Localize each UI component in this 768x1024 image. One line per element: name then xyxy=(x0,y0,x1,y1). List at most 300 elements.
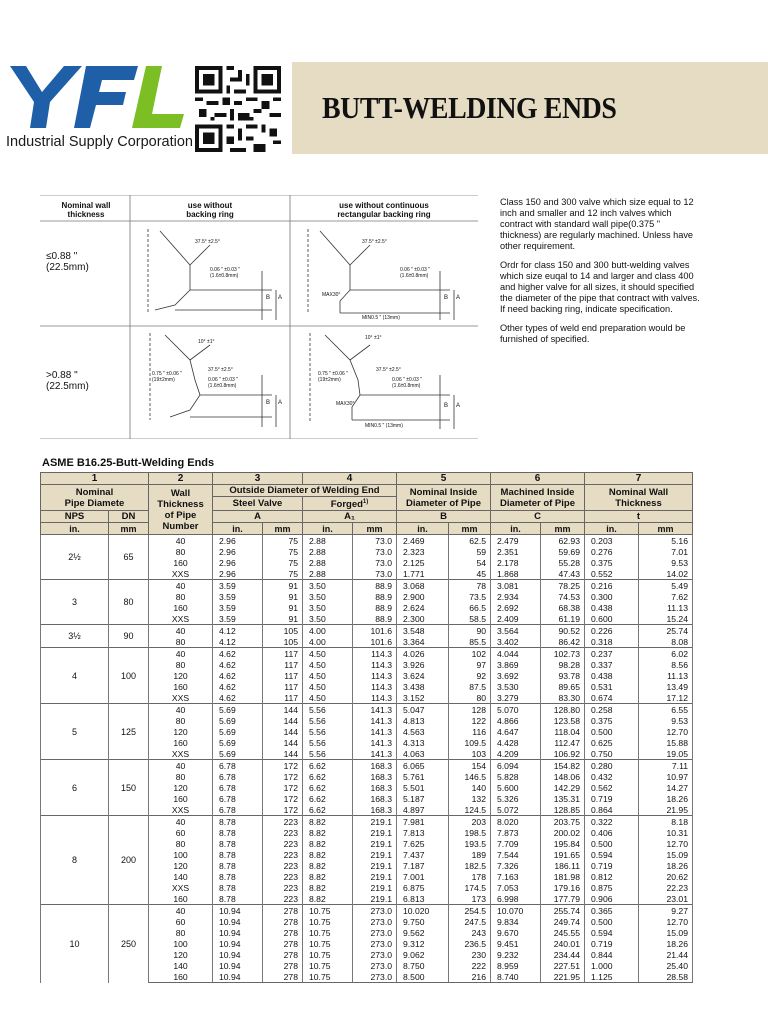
col-index: 6 xyxy=(491,473,585,485)
cell-value: 73.0 xyxy=(353,557,397,568)
table-row xyxy=(41,580,693,592)
cell-nps: 6 xyxy=(41,760,109,816)
cell-value: 10.94 xyxy=(213,938,263,949)
cell-dn: 90 xyxy=(109,625,149,648)
cell-value: 0.864 xyxy=(585,804,639,816)
cell-value: 9.27 xyxy=(639,905,693,917)
cell-value: 10.020 xyxy=(397,905,449,917)
cell-value: 124.5 xyxy=(449,804,491,816)
cell-value: 62.93 xyxy=(541,535,585,547)
cell-value: 0.552 xyxy=(585,568,639,580)
cell-value: 118.04 xyxy=(541,726,585,737)
unit-label: in. xyxy=(303,523,353,535)
cell-value: 219.1 xyxy=(353,827,397,838)
cell-value: 0.203 xyxy=(585,535,639,547)
cell-value: 172 xyxy=(263,782,303,793)
cell-value: 7.01 xyxy=(639,546,693,557)
cell-value: 173 xyxy=(449,893,491,905)
cell-value: 114.3 xyxy=(353,659,397,670)
cell-value: 6.78 xyxy=(213,804,263,816)
cell-value: 88.9 xyxy=(353,613,397,625)
cell-value: 5.187 xyxy=(397,793,449,804)
cell-value: 117 xyxy=(263,692,303,704)
cell-value: 3.50 xyxy=(303,591,353,602)
unit-label: mm xyxy=(109,523,149,535)
cell-value: 2.300 xyxy=(397,613,449,625)
cell-value: 3.530 xyxy=(491,681,541,692)
cell-value: 98.28 xyxy=(541,659,585,670)
cell-value: 15.09 xyxy=(639,849,693,860)
cell-value: 2.178 xyxy=(491,557,541,568)
cell-value: 223 xyxy=(263,816,303,828)
cell-value: 4.813 xyxy=(397,715,449,726)
cell-value: 0.875 xyxy=(585,882,639,893)
cell-value: 0.300 xyxy=(585,591,639,602)
notes xyxy=(500,197,700,353)
cell-value: 7.62 xyxy=(639,591,693,602)
cell-value: 172 xyxy=(263,793,303,804)
cell-value: 6.998 xyxy=(491,893,541,905)
cell-value: 0.906 xyxy=(585,893,639,905)
cell-value: 154 xyxy=(449,760,491,772)
cell-value: 222 xyxy=(449,960,491,971)
row2-min-land: MIN0.5 " (13mm) xyxy=(365,423,403,429)
header-sym-c: C xyxy=(491,511,585,523)
table-row xyxy=(41,760,693,772)
cell-dn: 65 xyxy=(109,535,149,580)
cell-value: 10.75 xyxy=(303,960,353,971)
company-name: Industrial Supply Corporation xyxy=(6,134,193,150)
cell-value: 219.1 xyxy=(353,849,397,860)
cell-value: 181.98 xyxy=(541,871,585,882)
cell-value: 6.78 xyxy=(213,771,263,782)
cell-value: 278 xyxy=(263,938,303,949)
cell-value: 8.82 xyxy=(303,827,353,838)
cell-value: 168.3 xyxy=(353,771,397,782)
cell-schedule: 40 xyxy=(149,905,213,917)
cell-value: 75 xyxy=(263,568,303,580)
cell-schedule: 160 xyxy=(149,737,213,748)
cell-value: 0.812 xyxy=(585,871,639,882)
cell-value: 1.125 xyxy=(585,971,639,983)
cell-value: 141.3 xyxy=(353,715,397,726)
cell-value: 172 xyxy=(263,804,303,816)
cell-value: 2.88 xyxy=(303,557,353,568)
row1-rb-dim-a: A xyxy=(456,295,461,301)
row2-rb-angle-small: 10° ±1° xyxy=(365,335,382,341)
cell-value: 2.351 xyxy=(491,546,541,557)
cell-value: 240.01 xyxy=(541,938,585,949)
cell-dn: 150 xyxy=(109,760,149,816)
cell-value: 3.59 xyxy=(213,613,263,625)
cell-schedule: 40 xyxy=(149,648,213,660)
header-outside-diameter: Outside Diameter of Welding End xyxy=(213,485,397,497)
cell-value: 8.82 xyxy=(303,860,353,871)
cell-value: 247.5 xyxy=(449,916,491,927)
cell-value: 68.38 xyxy=(541,602,585,613)
cell-value: 73.0 xyxy=(353,546,397,557)
cell-value: 9.53 xyxy=(639,715,693,726)
cell-value: 168.3 xyxy=(353,760,397,772)
cell-value: 10.94 xyxy=(213,960,263,971)
header-forged: Forged$^{1)}$ xyxy=(303,497,397,511)
cell-value: 8.78 xyxy=(213,860,263,871)
cell-schedule: 40 xyxy=(149,535,213,547)
cell-value: 91 xyxy=(263,602,303,613)
cell-value: 0.500 xyxy=(585,838,639,849)
cell-value: 128.80 xyxy=(541,704,585,716)
cell-value: 6.02 xyxy=(639,648,693,660)
cell-value: 9.062 xyxy=(397,949,449,960)
cell-value: 8.82 xyxy=(303,816,353,828)
cell-value: 10.75 xyxy=(303,938,353,949)
cell-value: 14.02 xyxy=(639,568,693,580)
cell-value: 5.69 xyxy=(213,737,263,748)
cell-value: 219.1 xyxy=(353,816,397,828)
cell-value: 17.12 xyxy=(639,692,693,704)
cell-schedule: XXS xyxy=(149,692,213,704)
cell-value: 254.5 xyxy=(449,905,491,917)
cell-value: 6.55 xyxy=(639,704,693,716)
cell-value: 58.5 xyxy=(449,613,491,625)
cell-value: 3.926 xyxy=(397,659,449,670)
cell-schedule: 140 xyxy=(149,960,213,971)
unit-label: in. xyxy=(585,523,639,535)
cell-value: 278 xyxy=(263,949,303,960)
cell-value: 6.62 xyxy=(303,771,353,782)
cell-value: 144 xyxy=(263,726,303,737)
cell-value: 103 xyxy=(449,748,491,760)
cell-value: 3.068 xyxy=(397,580,449,592)
cell-value: 8.78 xyxy=(213,838,263,849)
cell-value: 227.51 xyxy=(541,960,585,971)
cell-value: 146.5 xyxy=(449,771,491,782)
cell-nps: 2½ xyxy=(41,535,109,580)
cell-value: 245.55 xyxy=(541,927,585,938)
cell-value: 9.834 xyxy=(491,916,541,927)
cell-value: 0.594 xyxy=(585,927,639,938)
cell-value: 10.97 xyxy=(639,771,693,782)
cell-value: 2.125 xyxy=(397,557,449,568)
cell-value: 88.9 xyxy=(353,602,397,613)
cell-value: 8.82 xyxy=(303,838,353,849)
cell-value: 102.73 xyxy=(541,648,585,660)
cell-schedule: 160 xyxy=(149,557,213,568)
cell-value: 3.438 xyxy=(397,681,449,692)
cell-value: 83.30 xyxy=(541,692,585,704)
cell-value: 219.1 xyxy=(353,860,397,871)
cell-value: 168.3 xyxy=(353,793,397,804)
cell-value: 86.42 xyxy=(541,636,585,648)
cell-value: 2.96 xyxy=(213,546,263,557)
cell-value: 2.900 xyxy=(397,591,449,602)
cell-value: 4.62 xyxy=(213,659,263,670)
cell-value: 116 xyxy=(449,726,491,737)
cell-value: 93.78 xyxy=(541,670,585,681)
cell-value: 7.001 xyxy=(397,871,449,882)
cell-value: 193.5 xyxy=(449,838,491,849)
cell-schedule: 40 xyxy=(149,704,213,716)
cell-value: 4.209 xyxy=(491,748,541,760)
cell-value: 5.761 xyxy=(397,771,449,782)
unit-label: mm xyxy=(353,523,397,535)
cell-value: 7.437 xyxy=(397,849,449,860)
size-label-large: >0.88 " (22.5mm) xyxy=(46,370,89,392)
cell-value: 148.06 xyxy=(541,771,585,782)
cell-value: 0.719 xyxy=(585,938,639,949)
header-steel-valve: Steel Valve xyxy=(213,497,303,511)
header-sym-b: B xyxy=(397,511,491,523)
cell-value: 117 xyxy=(263,659,303,670)
cell-value: 177.79 xyxy=(541,893,585,905)
cell-value: 62.5 xyxy=(449,535,491,547)
cell-value: 5.69 xyxy=(213,715,263,726)
cell-nps: 3½ xyxy=(41,625,109,648)
cell-value: 4.897 xyxy=(397,804,449,816)
row2-angle: 37.5° ±2.5° xyxy=(208,367,233,373)
cell-schedule: 80 xyxy=(149,659,213,670)
cell-dn: 80 xyxy=(109,580,149,625)
cell-value: 19.05 xyxy=(639,748,693,760)
cell-value: 0.844 xyxy=(585,949,639,960)
table-row xyxy=(41,704,693,716)
cell-value: 273.0 xyxy=(353,960,397,971)
cell-value: 191.65 xyxy=(541,849,585,860)
cell-value: 6.78 xyxy=(213,782,263,793)
cell-value: 25.74 xyxy=(639,625,693,637)
cell-value: 54 xyxy=(449,557,491,568)
cell-value: 11.13 xyxy=(639,670,693,681)
unit-label: mm xyxy=(449,523,491,535)
cell-schedule: 60 xyxy=(149,827,213,838)
cell-value: 2.692 xyxy=(491,602,541,613)
cell-value: 0.750 xyxy=(585,748,639,760)
logo-graphic xyxy=(6,62,186,134)
row2-root-face: 0.06 " ±0.03 " (1.6±0.8mm) xyxy=(208,377,238,389)
diagram-header-rect-backing: use without continuous rectangular backing ring xyxy=(337,201,431,219)
cell-value: 20.62 xyxy=(639,871,693,882)
cell-schedule: 160 xyxy=(149,793,213,804)
cell-value: 5.828 xyxy=(491,771,541,782)
cell-value: 6.875 xyxy=(397,882,449,893)
cell-value: 273.0 xyxy=(353,949,397,960)
cell-value: 278 xyxy=(263,971,303,983)
cell-value: 114.3 xyxy=(353,681,397,692)
cell-value: 5.326 xyxy=(491,793,541,804)
cell-value: 5.69 xyxy=(213,704,263,716)
cell-value: 10.94 xyxy=(213,916,263,927)
cell-schedule: 80 xyxy=(149,771,213,782)
cell-value: 3.402 xyxy=(491,636,541,648)
cell-value: 0.500 xyxy=(585,726,639,737)
row1-rb-angle: 37.5° ±2.5° xyxy=(362,239,387,245)
cell-schedule: 160 xyxy=(149,971,213,983)
cell-value: 75 xyxy=(263,546,303,557)
note-paragraph: Other types of weld end preparation would be furnished of specified. xyxy=(500,323,686,344)
cell-value: 198.5 xyxy=(449,827,491,838)
cell-value: 0.531 xyxy=(585,681,639,692)
cell-schedule: 60 xyxy=(149,916,213,927)
cell-value: 5.69 xyxy=(213,748,263,760)
cell-dn: 100 xyxy=(109,648,149,704)
cell-value: 6.094 xyxy=(491,760,541,772)
cell-value: 221.95 xyxy=(541,971,585,983)
cell-value: 4.563 xyxy=(397,726,449,737)
cell-value: 3.59 xyxy=(213,602,263,613)
page-title: BUTT-WELDING ENDS xyxy=(322,90,617,125)
cell-value: 73.0 xyxy=(353,535,397,547)
cell-schedule: 80 xyxy=(149,838,213,849)
row2-dim-a: A xyxy=(278,400,283,406)
cell-value: 0.226 xyxy=(585,625,639,637)
cell-value: 2.96 xyxy=(213,568,263,580)
cell-value: 8.500 xyxy=(397,971,449,983)
cell-value: 154.82 xyxy=(541,760,585,772)
row2-max-angle: MAX30° xyxy=(336,401,355,407)
cell-value: 59 xyxy=(449,546,491,557)
cell-value: 10.94 xyxy=(213,949,263,960)
cell-value: 0.276 xyxy=(585,546,639,557)
unit-label: in. xyxy=(397,523,449,535)
unit-label: in. xyxy=(213,523,263,535)
row2-dim-b: B xyxy=(266,400,271,406)
cell-value: 144 xyxy=(263,704,303,716)
cell-value: 7.544 xyxy=(491,849,541,860)
cell-value: 10.75 xyxy=(303,971,353,983)
cell-value: 66.5 xyxy=(449,602,491,613)
cell-value: 6.065 xyxy=(397,760,449,772)
cell-value: 3.548 xyxy=(397,625,449,637)
unit-label: in. xyxy=(491,523,541,535)
cell-value: 9.53 xyxy=(639,557,693,568)
cell-value: 5.047 xyxy=(397,704,449,716)
cell-value: 249.74 xyxy=(541,916,585,927)
header-nominal-pipe: Nominal Pipe Diamete xyxy=(41,485,149,511)
cell-value: 3.152 xyxy=(397,692,449,704)
cell-value: 91 xyxy=(263,591,303,602)
cell-schedule: 80 xyxy=(149,636,213,648)
cell-value: 5.070 xyxy=(491,704,541,716)
cell-value: 8.82 xyxy=(303,871,353,882)
cell-value: 5.600 xyxy=(491,782,541,793)
table-title: ASME B16.25-Butt-Welding Ends xyxy=(42,457,215,469)
cell-value: 114.3 xyxy=(353,692,397,704)
cell-schedule: 100 xyxy=(149,938,213,949)
cell-value: 109.5 xyxy=(449,737,491,748)
cell-value: 9.232 xyxy=(491,949,541,960)
cell-value: 97 xyxy=(449,659,491,670)
cell-value: 0.280 xyxy=(585,760,639,772)
col-index: 3 xyxy=(213,473,303,485)
size-label-small: ≤0.88 " (22.5mm) xyxy=(46,251,89,273)
cell-value: 25.40 xyxy=(639,960,693,971)
row1-dim-a: A xyxy=(278,295,283,301)
cell-schedule: 140 xyxy=(149,871,213,882)
table-row xyxy=(41,648,693,660)
cell-value: 2.88 xyxy=(303,535,353,547)
cell-value: 2.88 xyxy=(303,568,353,580)
cell-value: 178 xyxy=(449,871,491,882)
cell-value: 3.564 xyxy=(491,625,541,637)
cell-value: 3.50 xyxy=(303,602,353,613)
cell-value: 1.771 xyxy=(397,568,449,580)
cell-dn: 250 xyxy=(109,905,149,983)
cell-value: 74.53 xyxy=(541,591,585,602)
cell-value: 6.62 xyxy=(303,804,353,816)
cell-value: 144 xyxy=(263,748,303,760)
cell-schedule: 120 xyxy=(149,726,213,737)
cell-value: 144 xyxy=(263,715,303,726)
page-header xyxy=(0,0,768,160)
col-index: 7 xyxy=(585,473,693,485)
cell-value: 106.92 xyxy=(541,748,585,760)
cell-value: 278 xyxy=(263,905,303,917)
cell-value: 4.62 xyxy=(213,670,263,681)
cell-nps: 4 xyxy=(41,648,109,704)
table-row xyxy=(41,816,693,828)
note-paragraph: Class 150 and 300 valve which size equal to 12 inch and smaller and 12 inch valves which contract with standard wall pipe(0.375 " thickness) are regularly machined. Unless have other requirement. xyxy=(500,197,694,251)
cell-value: 101.6 xyxy=(353,636,397,648)
cell-schedule: 100 xyxy=(149,849,213,860)
cell-value: 7.326 xyxy=(491,860,541,871)
row2-rb-root-face: 0.06 " ±0.03 " (1.6±0.8mm) xyxy=(392,377,422,389)
table-row xyxy=(41,905,693,917)
cell-value: 23.01 xyxy=(639,893,693,905)
col-index: 4 xyxy=(303,473,397,485)
cell-value: 223 xyxy=(263,827,303,838)
cell-value: 128 xyxy=(449,704,491,716)
cell-value: 223 xyxy=(263,838,303,849)
cell-value: 0.318 xyxy=(585,636,639,648)
cell-value: 55.28 xyxy=(541,557,585,568)
cell-value: 4.62 xyxy=(213,692,263,704)
cell-value: 2.469 xyxy=(397,535,449,547)
cell-value: 278 xyxy=(263,960,303,971)
cell-value: 91 xyxy=(263,580,303,592)
cell-value: 0.562 xyxy=(585,782,639,793)
cell-value: 4.50 xyxy=(303,681,353,692)
cell-value: 223 xyxy=(263,871,303,882)
cell-value: 5.072 xyxy=(491,804,541,816)
cell-schedule: 120 xyxy=(149,860,213,871)
cell-value: 73.0 xyxy=(353,568,397,580)
cell-value: 5.16 xyxy=(639,535,693,547)
cell-value: 80 xyxy=(449,692,491,704)
cell-value: 144 xyxy=(263,737,303,748)
unit-label: mm xyxy=(263,523,303,535)
cell-value: 223 xyxy=(263,849,303,860)
diagram-header-wall: Nominal wall thickness xyxy=(61,201,111,219)
cell-value: 0.438 xyxy=(585,670,639,681)
cell-value: 92 xyxy=(449,670,491,681)
cell-value: 0.375 xyxy=(585,715,639,726)
cell-value: 4.044 xyxy=(491,648,541,660)
cell-value: 8.78 xyxy=(213,849,263,860)
header-row-3 xyxy=(41,511,693,523)
cell-value: 10.31 xyxy=(639,827,693,838)
cell-value: 12.70 xyxy=(639,838,693,849)
row1-angle: 37.5° ±2.5° xyxy=(195,239,220,245)
cell-value: 13.49 xyxy=(639,681,693,692)
row1-rb-root-face: 0.06 " ±0.03 " (1.6±0.8mm) xyxy=(400,267,430,279)
cell-value: 141.3 xyxy=(353,726,397,737)
cell-dn: 200 xyxy=(109,816,149,905)
cell-value: 21.95 xyxy=(639,804,693,816)
cell-value: 6.62 xyxy=(303,760,353,772)
cell-value: 174.5 xyxy=(449,882,491,893)
cell-schedule: 160 xyxy=(149,602,213,613)
cell-value: 4.12 xyxy=(213,636,263,648)
